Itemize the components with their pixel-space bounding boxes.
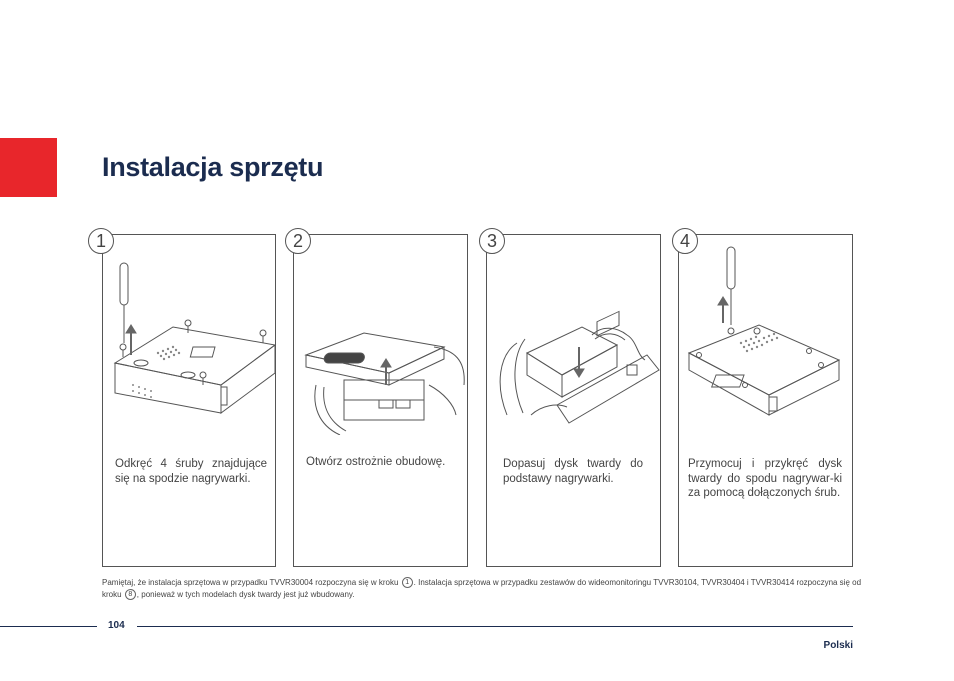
note-text-part2: . Instalacja sprzętowa w przypadku zestawów do wideomonitoringu TVVR30104, TVVR30404 i TVVR30414 rozpoczyna się od kroku bbox=[102, 578, 862, 599]
language-label: Polski bbox=[823, 640, 853, 651]
step-4-number: 4 bbox=[672, 228, 698, 254]
step-4-panel bbox=[678, 234, 853, 567]
note-text-part3: , ponieważ w tych modelach dysk twardy jest już wbudowany. bbox=[136, 590, 355, 599]
step-4-description: Przymocuj i przykręć dysk twardy do spodu nagrywar-ki za pomocą dołączonych śrub. bbox=[688, 458, 842, 499]
open-housing-illustration bbox=[294, 235, 469, 435]
step-2-number: 2 bbox=[285, 228, 311, 254]
step-2-description: Otwórz ostrożnie obudowę. bbox=[306, 456, 446, 468]
step-1-panel bbox=[102, 234, 276, 567]
step-2-panel bbox=[293, 234, 468, 567]
step-ref-circle: 8 bbox=[125, 589, 136, 600]
fit-hard-drive-illustration bbox=[487, 235, 662, 435]
attach-hard-drive-illustration bbox=[679, 235, 854, 435]
step-ref-circle: 1 bbox=[402, 577, 413, 588]
footer-rule-left bbox=[0, 626, 97, 627]
step-1-description: Odkręć 4 śruby znajdujące się na spodzie nagrywarki. bbox=[115, 458, 267, 485]
page-number: 104 bbox=[108, 620, 125, 631]
page-title: Instalacja sprzętu bbox=[102, 152, 324, 182]
footer-rule-right bbox=[137, 626, 853, 627]
installation-note bbox=[102, 577, 862, 601]
step-3-description: Dopasuj dysk twardy do podstawy nagrywarki. bbox=[503, 458, 643, 485]
step-3-number: 3 bbox=[479, 228, 505, 254]
note-text-part1: Pamiętaj, że instalacja sprzętowa w przypadku TVVR30004 rozpoczyna się w kroku bbox=[102, 578, 399, 587]
recorder-screws-illustration bbox=[103, 235, 277, 435]
step-3-panel bbox=[486, 234, 661, 567]
step-1-number: 1 bbox=[88, 228, 114, 254]
section-color-tab bbox=[0, 138, 57, 197]
